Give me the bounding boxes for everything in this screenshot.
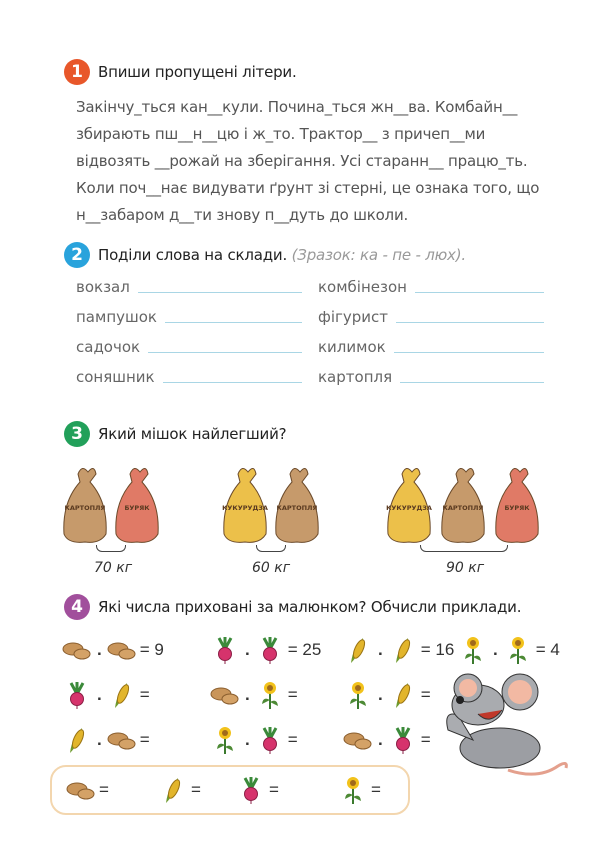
answer-item[interactable]: [338, 775, 381, 805]
task-title: Який мішок найлегший?: [98, 425, 287, 443]
sack-corn: [220, 462, 270, 544]
answer-item[interactable]: [236, 775, 279, 805]
potato-icon: [107, 725, 137, 755]
potato-icon: [210, 680, 240, 710]
beet-icon: [236, 775, 266, 805]
answer-equals: =: [99, 780, 109, 799]
potato-icon: [343, 725, 373, 755]
sack-label: БУРЯК: [504, 504, 530, 512]
syllable-row: [318, 364, 544, 386]
paragraph-line: відвозять __рожай на зберігання. Усі старанн__ працю_ть.: [76, 152, 528, 170]
sunflower-icon: [343, 680, 373, 710]
word: фігурист: [318, 308, 389, 326]
sack-label: КАРТОПЛЯ: [276, 504, 318, 512]
equation-result: =: [420, 730, 431, 749]
answer-item[interactable]: [158, 775, 201, 805]
word: соняшник: [76, 368, 155, 386]
bracket: [256, 545, 286, 552]
corn-icon: [388, 635, 418, 665]
sunflower-icon: [338, 775, 368, 805]
multiply-dot: .: [378, 640, 383, 659]
equation-result: =: [139, 685, 150, 704]
answer-line[interactable]: [163, 382, 302, 383]
potato-icon: [62, 635, 92, 665]
sack-beet: [492, 462, 542, 544]
task-title: [98, 246, 466, 264]
equation-result: =: [287, 730, 298, 749]
equation-result: =: [287, 685, 298, 704]
task-number-badge: 3: [64, 421, 90, 447]
sunflower-icon: [255, 680, 285, 710]
bracket: [96, 545, 126, 552]
sack-corn: [384, 462, 434, 544]
answer-equals: =: [269, 780, 279, 799]
potato-icon: [107, 635, 137, 665]
equation-result: =: [420, 685, 431, 704]
equation: [62, 725, 150, 755]
sack-potato: [438, 462, 488, 544]
answer-line[interactable]: [138, 292, 302, 293]
equation: [62, 680, 150, 710]
beet-icon: [388, 725, 418, 755]
sunflower-icon: [458, 635, 488, 665]
answer-line[interactable]: [394, 352, 544, 353]
sack-label: БУРЯК: [124, 504, 150, 512]
bracket: [420, 545, 508, 552]
potato-icon: [66, 775, 96, 805]
syllable-row: [76, 304, 302, 326]
beet-icon: [62, 680, 92, 710]
multiply-dot: .: [245, 730, 250, 749]
syllable-row: [318, 334, 544, 356]
word: садочок: [76, 338, 141, 356]
word: пампушок: [76, 308, 157, 326]
corn-icon: [62, 725, 92, 755]
multiply-dot: .: [378, 685, 383, 704]
equation: [343, 635, 454, 665]
fill-in-paragraph: [76, 94, 546, 229]
equation-result: = 25: [287, 640, 322, 659]
sunflower-icon: [503, 635, 533, 665]
multiply-dot: .: [97, 730, 102, 749]
multiply-dot: .: [97, 640, 102, 659]
corn-icon: [158, 775, 188, 805]
weight-label: 90 кг: [446, 560, 485, 576]
multiply-dot: .: [245, 685, 250, 704]
beet-icon: [255, 635, 285, 665]
answer-line[interactable]: [165, 322, 302, 323]
word: комбінезон: [318, 278, 407, 296]
equation-result: =: [139, 730, 150, 749]
syllable-row: [318, 274, 544, 296]
multiply-dot: .: [493, 640, 498, 659]
sack-beet: [112, 462, 162, 544]
paragraph-line: Закінчу_ться кан__кули. Почина_ться жн__ва. Комбайн__: [76, 98, 518, 116]
task-title-text: Поділи слова на склади.: [98, 246, 288, 264]
equation: [62, 635, 164, 665]
multiply-dot: .: [378, 730, 383, 749]
paragraph-line: Коли поч__нає видувати ґрунт зі стерні, це ознака того, що: [76, 179, 540, 197]
equation-result: = 16: [420, 640, 455, 659]
multiply-dot: .: [97, 685, 102, 704]
answer-line[interactable]: [396, 322, 544, 323]
syllable-row: [76, 274, 302, 296]
answer-equals: =: [191, 780, 201, 799]
sack-label: КУКУРУДЗА: [386, 504, 432, 512]
equation: [343, 725, 431, 755]
sack-potato: [60, 462, 110, 544]
task-hint: (Зразок: ка - пе - люх).: [291, 246, 466, 264]
weight-label: 60 кг: [252, 560, 291, 576]
paragraph-line: н__забаром д__ти знову п__дуть до школи.: [76, 206, 409, 224]
task-number-badge: 1: [64, 59, 90, 85]
syllable-row: [76, 364, 302, 386]
mouse-illustration: [438, 670, 573, 782]
corn-icon: [343, 635, 373, 665]
paragraph-line: збирають пш__н__цю і ж_то. Трактор__ з причеп__ми: [76, 125, 486, 143]
corn-icon: [107, 680, 137, 710]
task-title: Які числа приховані за малюнком? Обчисли приклади.: [98, 598, 522, 616]
sunflower-icon: [210, 725, 240, 755]
sack-potato: [272, 462, 322, 544]
answer-item[interactable]: [66, 775, 109, 805]
sack-label: КАРТОПЛЯ: [64, 504, 106, 512]
equation: [210, 725, 298, 755]
equation: [210, 680, 298, 710]
beet-icon: [210, 635, 240, 665]
corn-icon: [388, 680, 418, 710]
task-title: Впиши пропущені літери.: [98, 63, 297, 81]
syllable-row: [76, 334, 302, 356]
task-number-badge: 2: [64, 242, 90, 268]
answer-equals: =: [371, 780, 381, 799]
answer-line[interactable]: [148, 352, 302, 353]
task-number-badge: 4: [64, 594, 90, 620]
equation-result: = 9: [139, 640, 164, 659]
answer-line[interactable]: [400, 382, 544, 383]
sack-label: КАРТОПЛЯ: [442, 504, 484, 512]
multiply-dot: .: [245, 640, 250, 659]
word: вокзал: [76, 278, 130, 296]
answer-line[interactable]: [415, 292, 544, 293]
beet-icon: [255, 725, 285, 755]
weight-label: 70 кг: [94, 560, 133, 576]
syllable-row: [318, 304, 544, 326]
equation-result: = 4: [535, 640, 560, 659]
equation: [210, 635, 321, 665]
sack-label: КУКУРУДЗА: [222, 504, 268, 512]
word: килимок: [318, 338, 386, 356]
equation: [458, 635, 560, 665]
equation: [343, 680, 431, 710]
word: картопля: [318, 368, 393, 386]
